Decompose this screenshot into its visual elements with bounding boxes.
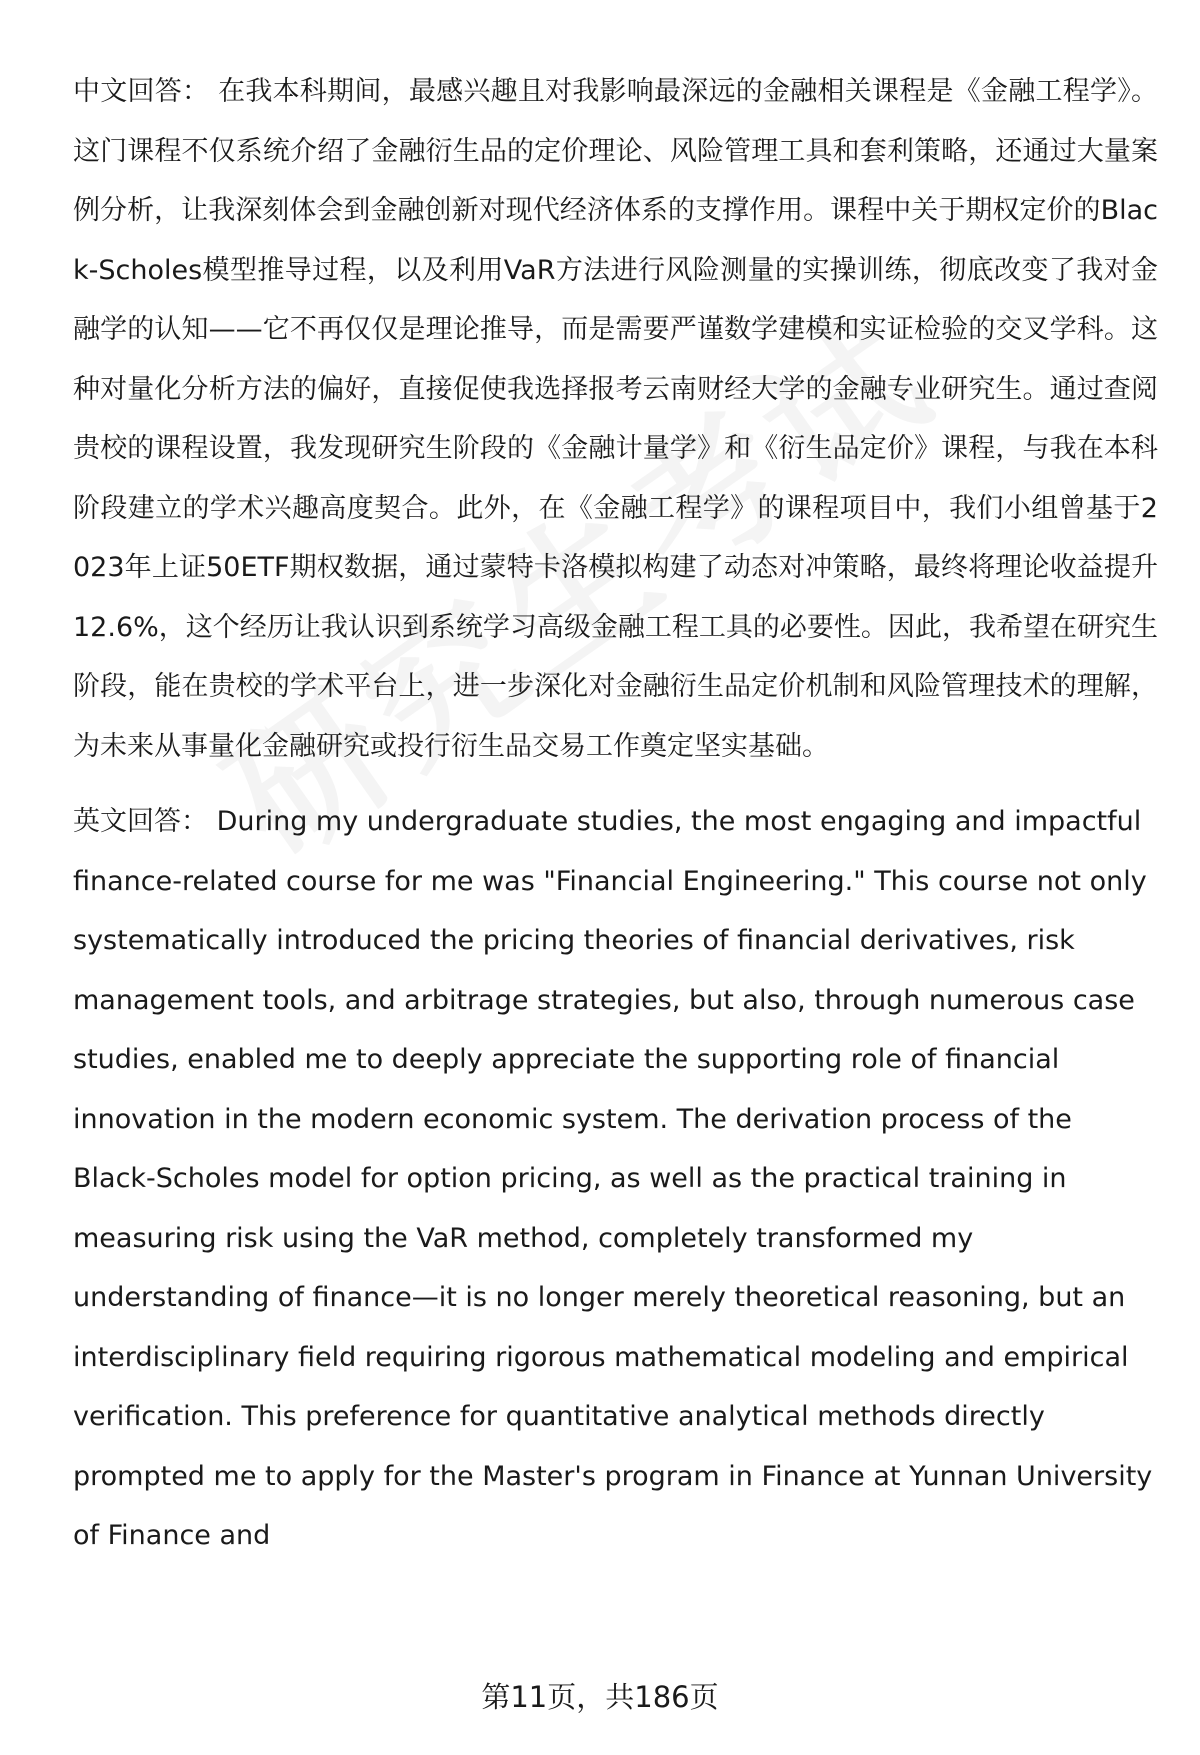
english-answer-paragraph <box>73 792 1158 1566</box>
page-number-footer: 第11页，共186页 <box>481 1680 719 1714</box>
chinese-answer-label: 中文回答： <box>73 76 210 107</box>
english-answer-text: During my undergraduate studies, the most engaging and impactful finance-related course for me was "Financial Engineering." This course not only systematically introduced the pricing theories of financial derivatives, risk management tools, and arbitrage strategies, but also, through numerous case studies, enabled me to deeply appreciate the supporting role of financial innovation in the modern economic system. The derivation process of the Black-Scholes model for option pricing, as well as the practical training in measuring risk using the VaR method, completely transformed my understanding of finance—it is no longer merely theoretical reasoning, but an interdisciplinary field requiring rigorous mathematical modeling and empirical verification. This preference for quantitative analytical methods directly prompted me to apply for the Master's program in Finance at Yunnan University of Finance and <box>73 806 1153 1551</box>
english-answer-label: 英文回答： <box>73 806 208 837</box>
chinese-answer-paragraph <box>73 62 1158 776</box>
document-body <box>73 62 1158 1566</box>
chinese-answer-text: 在我本科期间，最感兴趣且对我影响最深远的金融相关课程是《金融工程学》。这门课程不仅系统介绍了金融衍生品的定价理论、风险管理工具和套利策略，还通过大量案例分析，让我深刻体会到金融创新对现代经济体系的支撑作用。课程中关于期权定价的Black-Scholes模型推导过程，以及利用VaR方法进行风险测量的实操训练，彻底改变了我对金融学的认知——它不再仅仅是理论推导，而是需要严谨数学建模和实证检验的交叉学科。这种对量化分析方法的偏好，直接促使我选择报考云南财经大学的金融专业研究生。通过查阅贵校的课程设置，我发现研究生阶段的《金融计量学》和《衍生品定价》课程，与我在本科阶段建立的学术兴趣高度契合。此外，在《金融工程学》的课程项目中，我们小组曾基于2023年上证50ETF期权数据，通过蒙特卡洛模拟构建了动态对冲策略，最终将理论收益提升12.6%，这个经历让我认识到系统学习高级金融工程工具的必要性。因此，我希望在研究生阶段，能在贵校的学术平台上，进一步深化对金融衍生品定价机制和风险管理技术的理解，为未来从事量化金融研究或投行衍生品交易工作奠定坚实基础。 <box>73 76 1159 762</box>
